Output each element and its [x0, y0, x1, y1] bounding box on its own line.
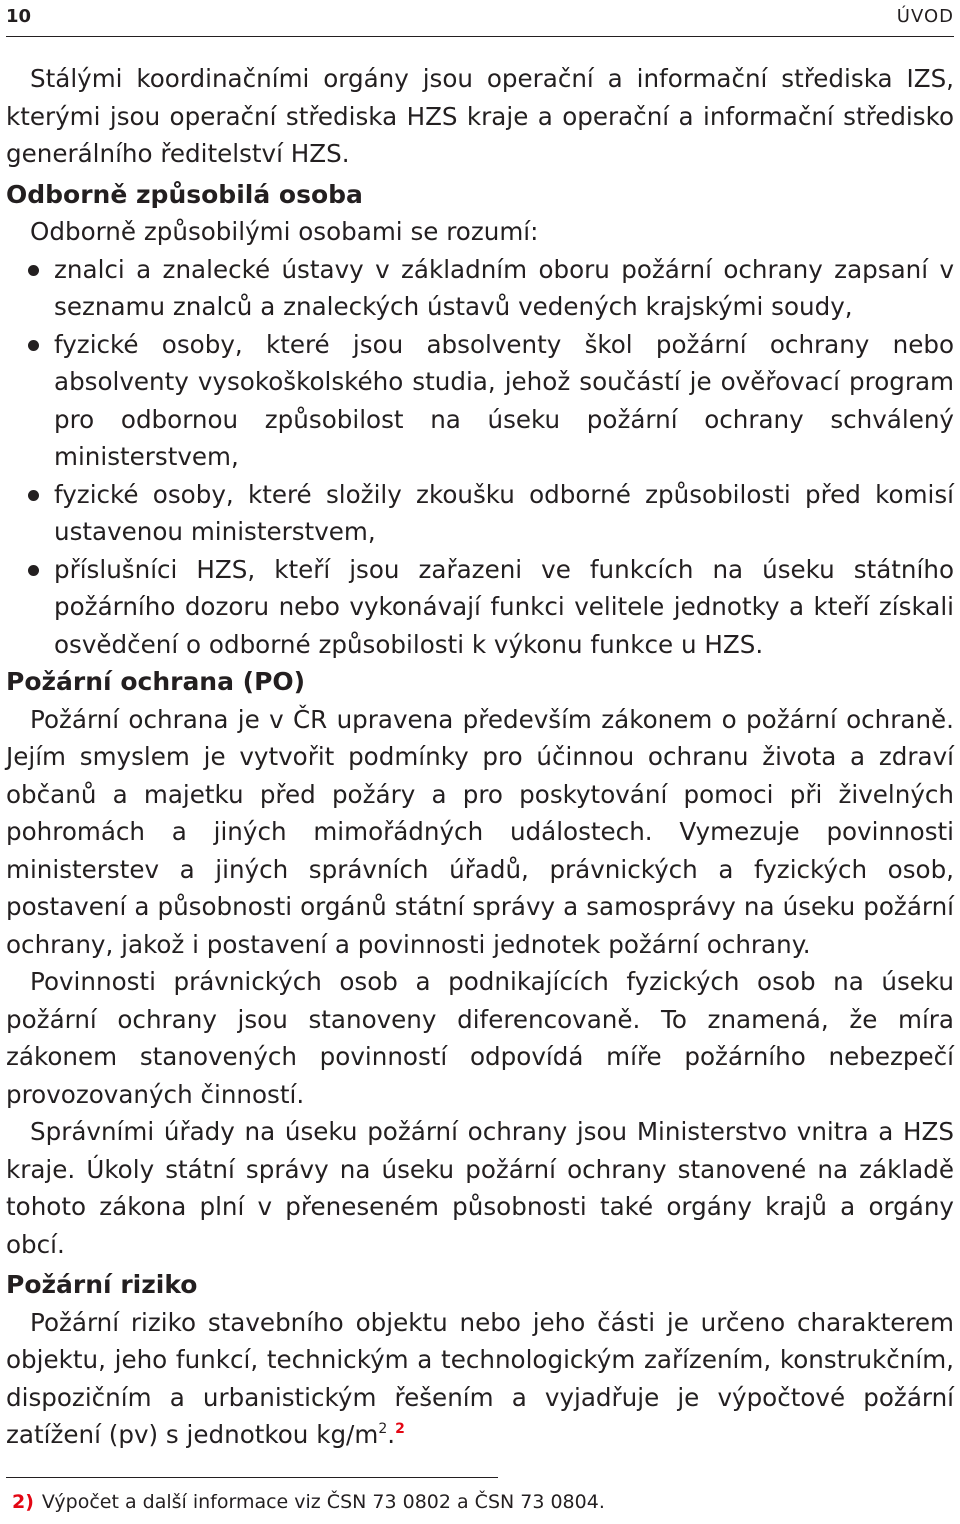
page-content	[6, 60, 954, 1454]
fire-protection-paragraph: Povinnosti právnických osob a podnikajících fyzických osob na úseku požární ochrany jsou stanoveny diferencovaně. To znamená, že míra zákonem stanovených povinností odpovídá míře požárního nebezpečí provozovaných činností.	[6, 967, 954, 1109]
footnote-text: Výpočet a další informace viz ČSN 73 0802 a ČSN 73 0804.	[41, 1491, 605, 1513]
sentence-end: .	[387, 1420, 396, 1449]
expert-list	[6, 251, 954, 664]
footnote-divider	[6, 1477, 498, 1478]
fire-risk-text: Požární riziko stavebního objektu nebo jeho části je určeno charakterem objektu, jeho funkcí, technickým a technologickým zařízením, konstrukčním, dispozičním a urbanistickým řešením a vyjadřuje je výpočtové požární zatížení (pv) s jednotkou kg/m	[6, 1307, 954, 1449]
list-item-text: fyzické osoby, které složily zkoušku odborné způsobilosti před komisí ustavenou ministerstvem,	[54, 479, 954, 546]
intro-paragraph: Stálými koordinačními orgány jsou operační a informační střediska IZS, kterými jsou operační střediska HZS kraje a operační a informační středisko generálního ředitelství HZS.	[6, 64, 954, 168]
list-item-text: příslušníci HZS, kteří jsou zařazeni ve funkcích na úseku státního požárního dozoru nebo vykonávají funkci velitele jednotky a kteří získali osvědčení o odborné způsobilosti k výkonu funkce u HZS.	[54, 554, 954, 659]
footnote-marker: 2)	[12, 1491, 34, 1513]
list-item-text: fyzické osoby, které jsou absolventy škol požární ochrany nebo absolventy vysokoškolského studia, jehož součástí je ověřovací program pro odbornou způsobilost na úseku požární ochrany schválený ministerstvem,	[54, 329, 954, 471]
list-item	[6, 476, 954, 551]
list-item	[6, 326, 954, 476]
page-header	[6, 0, 954, 37]
list-item-text: znalci a znalecké ústavy v základním oboru požární ochrany zapsaní v seznamu znalců a znaleckých ústavů vedených krajskými soudy,	[54, 254, 954, 321]
heading-fire-risk: Požární riziko	[6, 1270, 198, 1299]
list-item	[6, 551, 954, 664]
bullet-icon	[28, 340, 39, 351]
bullet-icon	[28, 565, 39, 576]
list-item	[6, 251, 954, 326]
unit-exponent: 2	[378, 1421, 388, 1437]
fire-protection-paragraph: Správními úřady na úseku požární ochrany jsou Ministerstvo vnitra a HZS kraje. Úkoly státní správy na úseku požární ochrany stanovené na základě tohoto zákona plní v přeneseném působnosti také orgány krajů a orgány obcí.	[6, 1117, 954, 1259]
bullet-icon	[28, 490, 39, 501]
heading-expert: Odborně způsobilá osoba	[6, 179, 363, 209]
footnote-reference[interactable]: 2	[395, 1421, 405, 1437]
bullet-icon	[28, 265, 39, 276]
expert-lead: Odborně způsobilými osobami se rozumí:	[30, 217, 539, 246]
running-head: ÚVOD	[896, 6, 954, 27]
footnote	[12, 1488, 605, 1516]
fire-risk-paragraph	[6, 1304, 954, 1454]
heading-fire-protection: Požární ochrana (PO)	[6, 667, 306, 696]
fire-protection-paragraph: Požární ochrana je v ČR upravena především zákonem o požární ochraně. Jejím smyslem je vytvořit podmínky pro účinnou ochranu života a zdraví občanů a majetku před požáry a pro poskytování pomoci při živelných pohromách a jiných mimořádných událostech. Vymezuje povinnosti ministerstev a jiných správních úřadů, právnických a fyzických osob, postavení a působnosti orgánů státní správy a samosprávy na úseku požární ochrany, jakož i postavení a povinnosti jednotek požární ochrany.	[6, 704, 954, 959]
page-number: 10	[6, 6, 32, 27]
